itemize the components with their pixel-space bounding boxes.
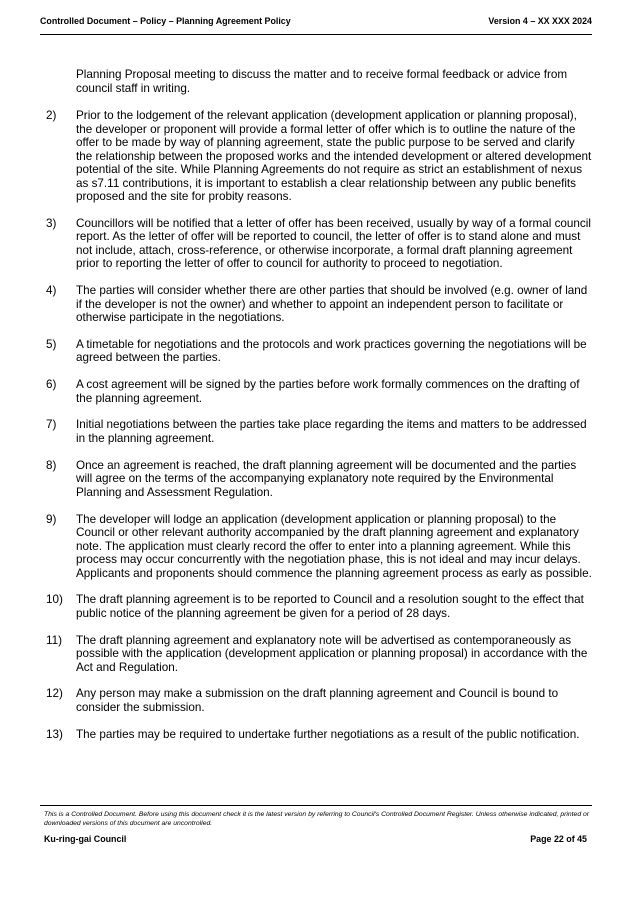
list-item <box>46 338 592 365</box>
list-item-text: Prior to the lodgement of the relevant application (development application or planning proposal), the developer or proponent will provide a formal letter of offer which is to outline the nature of the offer to be made by way of planning agreement, state the public purpose to be served and clarify the relationship between the proposed works and the intended development or altered development potential of the site. While Planning Agreements do not require as strict an establishment of nexus as s7.11 contributions, it is important to establish a clear relationship between any public benefits proposed and the site for probity reasons. <box>76 109 592 203</box>
page-footer <box>44 833 587 845</box>
page-header <box>40 15 592 27</box>
list-item-text: The draft planning agreement and explanatory note will be advertised as contemporaneously as possible with the application (development application or planning proposal) in accordance with the Act and Regulation. <box>76 633 588 674</box>
document-body <box>46 68 592 755</box>
list-item-number: 8) <box>46 458 57 472</box>
list-item <box>46 513 592 581</box>
list-item-number: 7) <box>46 418 57 432</box>
page-number: Page 22 of 45 <box>530 834 587 844</box>
list-item-text: A timetable for negotiations and the protocols and work practices governing the negotiations will be agreed between the parties. <box>76 337 587 365</box>
list-item-text: The developer will lodge an application (development application or planning proposal) to the Council or other relevant authority accompanied by the draft planning agreement and explanatory note. The application must clearly record the offer to enter into a planning agreement. While this process may occur concurrently with the negotiation phase, this is not ideal and may incur delays. Applicants and proponents should commence the planning agreement process as early as possible. <box>76 512 592 580</box>
list-item-number: 5) <box>46 337 57 351</box>
list-item-text: Initial negotiations between the parties take place regarding the items and matters to be addressed in the planning agreement. <box>76 418 587 445</box>
list-item <box>46 418 592 445</box>
list-item-text: The draft planning agreement is to be reported to Council and a resolution sought to the effect that public notice of the planning agreement be given for a period of 28 days. <box>76 593 584 620</box>
list-item-number: 2) <box>46 109 57 122</box>
list-item <box>46 459 592 500</box>
list-item-number: 6) <box>46 378 57 392</box>
list-item <box>46 687 592 714</box>
intro-paragraph: Planning Proposal meeting to discuss the matter and to receive formal feedback or advice from council staff in writing. <box>76 68 568 95</box>
header-divider <box>40 34 592 35</box>
footer-divider <box>40 805 592 806</box>
list-item-number: 3) <box>46 216 57 230</box>
list-item-number: 9) <box>46 512 57 526</box>
list-item-text: Any person may make a submission on the draft planning agreement and Council is bound to consider the submission. <box>76 687 559 714</box>
list-item-text: Councillors will be notified that a letter of offer has been received, usually by way of a formal council report. As the letter of offer will be reported to council, the letter of offer is to stand alone and must not include, attach, cross-reference, or otherwise incorporate, a formal draft planning agreement prior to reporting the letter of offer to council for authority to proceed to negotiation. <box>76 216 591 271</box>
list-item-text: The parties may be required to undertake further negotiations as a result of the public notification. <box>76 727 580 741</box>
controlled-document-disclaimer: This is a Controlled Document. Before using this document check it is the latest version by referring to Council's Controlled Document Register. Unless otherwise indicated, printed or downloaded versions of this document are uncontrolled. <box>44 811 590 827</box>
organization-name: Ku-ring-gai Council <box>44 834 127 844</box>
list-item-text: The parties will consider whether there are other parties that should be involved (e.g. owner of land if the developer is not the owner) and whether to appoint an independent person to facilitate or otherwise participate in the negotiations. <box>76 284 588 325</box>
list-item-number: 13) <box>46 727 63 741</box>
document-title: Controlled Document – Policy – Planning Agreement Policy <box>40 16 291 26</box>
list-item-text: Once an agreement is reached, the draft planning agreement will be documented and the parties will agree on the terms of the accompanying explanatory note required by the Environmental Planning and Assessment Regulation. <box>76 458 577 499</box>
list-item <box>46 284 592 325</box>
list-item <box>46 593 592 620</box>
document-version: Version 4 – XX XXX 2024 <box>488 16 592 26</box>
list-item-number: 12) <box>46 687 63 701</box>
list-item <box>46 378 592 405</box>
list-item <box>46 217 592 271</box>
list-item-number: 11) <box>46 633 63 647</box>
list-item-number: 10) <box>46 593 63 607</box>
list-item <box>46 634 592 675</box>
list-item-text: A cost agreement will be signed by the parties before work formally commences on the drafting of the planning agreement. <box>76 378 580 405</box>
numbered-list <box>46 109 592 741</box>
list-item-number: 4) <box>46 284 57 298</box>
list-item <box>46 728 592 742</box>
list-item <box>46 109 592 204</box>
